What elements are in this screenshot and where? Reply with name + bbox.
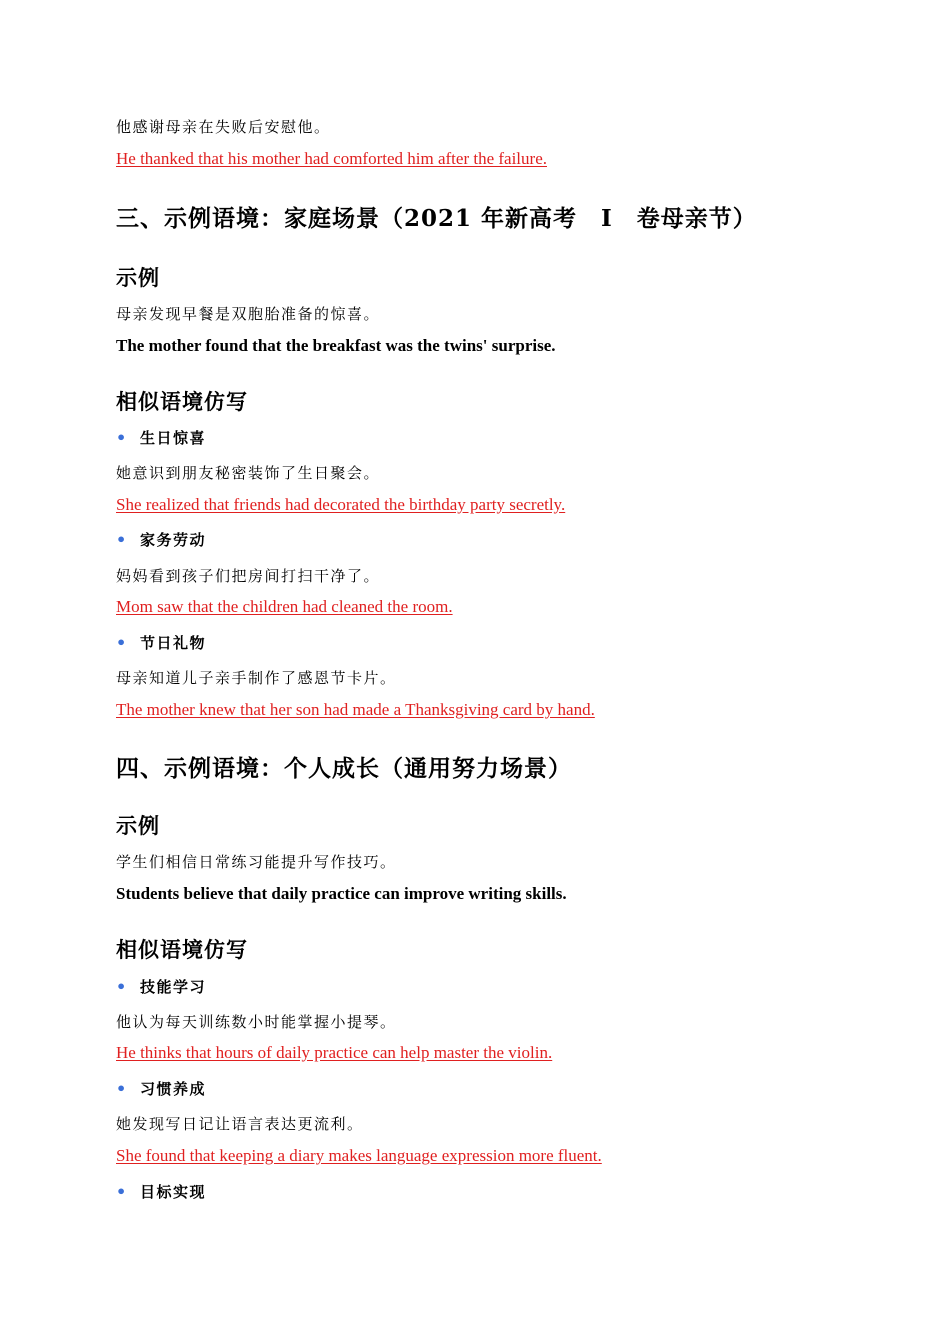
bullet-icon: • bbox=[116, 1079, 128, 1098]
top-sentence-en: He thanked that his mother had comforted him after the failure. bbox=[116, 149, 547, 168]
list-item bbox=[116, 529, 206, 550]
list-item bbox=[116, 427, 206, 448]
item-en: She realized that friends had decorated the birthday party secretly. bbox=[116, 495, 566, 514]
list-item bbox=[116, 976, 206, 997]
top-sentence-cn: 他感谢母亲在失败后安慰他。 bbox=[116, 118, 331, 136]
item-label: 节日礼物 bbox=[140, 634, 207, 652]
item-cn: 她意识到朋友秘密装饰了生日聚会。 bbox=[116, 464, 381, 482]
bullet-icon: • bbox=[116, 633, 128, 652]
section4-imitate-heading: 相似语境仿写 bbox=[116, 937, 248, 962]
item-en: She found that keeping a diary makes language expression more fluent. bbox=[116, 1146, 602, 1165]
item-label: 生日惊喜 bbox=[140, 429, 207, 447]
item-en: Mom saw that the children had cleaned the room. bbox=[116, 597, 453, 616]
item-cn: 妈妈看到孩子们把房间打扫干净了。 bbox=[116, 567, 381, 585]
bullet-icon: • bbox=[116, 977, 128, 996]
item-label: 技能学习 bbox=[140, 978, 207, 996]
list-item bbox=[116, 632, 206, 653]
section3-example-en: The mother found that the breakfast was the twins' surprise. bbox=[116, 336, 556, 355]
section3-example-cn: 母亲发现早餐是双胞胎准备的惊喜。 bbox=[116, 305, 381, 323]
item-en: He thinks that hours of daily practice can help master the violin. bbox=[116, 1043, 553, 1062]
bullet-icon: • bbox=[116, 428, 128, 447]
bullet-icon: • bbox=[116, 530, 128, 549]
item-label: 习惯养成 bbox=[140, 1080, 207, 1098]
section3-example-heading: 示例 bbox=[116, 265, 160, 290]
item-cn: 她发现写日记让语言表达更流利。 bbox=[116, 1115, 364, 1133]
item-cn: 他认为每天训练数小时能掌握小提琴。 bbox=[116, 1013, 397, 1031]
section4-example-en: Students believe that daily practice can improve writing skills. bbox=[116, 884, 567, 903]
list-item bbox=[116, 1078, 206, 1099]
bullet-icon: • bbox=[116, 1182, 128, 1201]
list-item bbox=[116, 1181, 206, 1202]
section3-imitate-heading: 相似语境仿写 bbox=[116, 389, 248, 414]
section3-title: 三、示例语境：家庭场景（2021 年新高考 Ⅰ 卷母亲节） bbox=[116, 205, 757, 232]
item-label: 家务劳动 bbox=[140, 531, 207, 549]
item-cn: 母亲知道儿子亲手制作了感恩节卡片。 bbox=[116, 669, 397, 687]
item-en: The mother knew that her son had made a Thanksgiving card by hand. bbox=[116, 700, 595, 719]
section4-example-cn: 学生们相信日常练习能提升写作技巧。 bbox=[116, 853, 397, 871]
item-label: 目标实现 bbox=[140, 1183, 207, 1201]
section4-title: 四、示例语境：个人成长（通用努力场景） bbox=[116, 755, 572, 782]
section4-example-heading: 示例 bbox=[116, 813, 160, 838]
